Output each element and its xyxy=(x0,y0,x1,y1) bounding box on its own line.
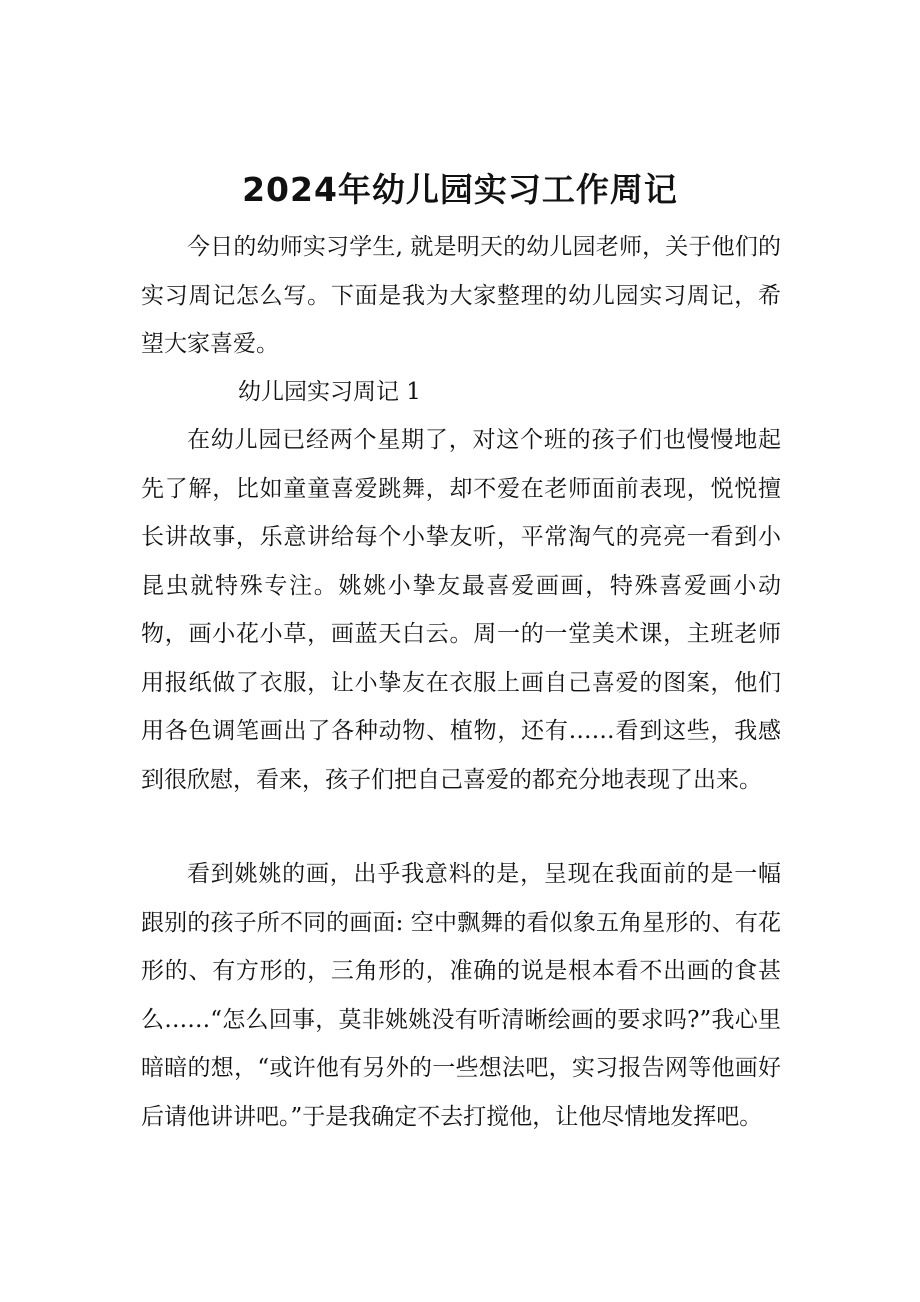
section-heading: 幼儿园实习周记 1 xyxy=(238,379,421,405)
intro-paragraph: 今日的幼师实习学生, 就是明天的幼儿园老师，关于他们的实习周记怎么写。下面是我为大家整理的幼儿园实习周记，希望大家喜爱。 xyxy=(141,234,781,357)
body-paragraph-1: 在幼儿园已经两个星期了，对这个班的孩子们也慢慢地起先了解，比如童童喜爱跳舞，却不爱在老师面前表现，悦悦擅长讲故事，乐意讲给每个小挚友听，平常淘气的亮亮一看到小昆虫就特殊专注。姚姚小挚友最喜爱画画，特殊喜爱画小动物，画小花小草，画蓝天白云。周一的一堂美术课，主班老师用报纸做了衣服，让小挚友在衣服上画自己喜爱的图案，他们用各色调笔画出了各种动物、植物，还有……看到这些，我感到很欣慰，看来，孩子们把自己喜爱的都充分地表现了出来。 xyxy=(141,427,781,793)
body-paragraph-2: 看到姚姚的画，出乎我意料的是，呈现在我面前的是一幅跟别的孩子所不同的画面: 空中飘舞的看似象五角星形的、有花形的、有方形的，三角形的，准确的说是根本看不出画的食甚么……“怎么回事，莫非姚姚没有听清晰绘画的要求吗?”我心里暗暗的想，“或许他有另外的一些想法吧，实习报告网等他画好后请他讲讲吧。”于是我确定不去打搅他，让他尽情地发挥吧。 xyxy=(141,861,781,1130)
document-title: 2024年幼儿园实习工作周记 xyxy=(242,170,678,210)
